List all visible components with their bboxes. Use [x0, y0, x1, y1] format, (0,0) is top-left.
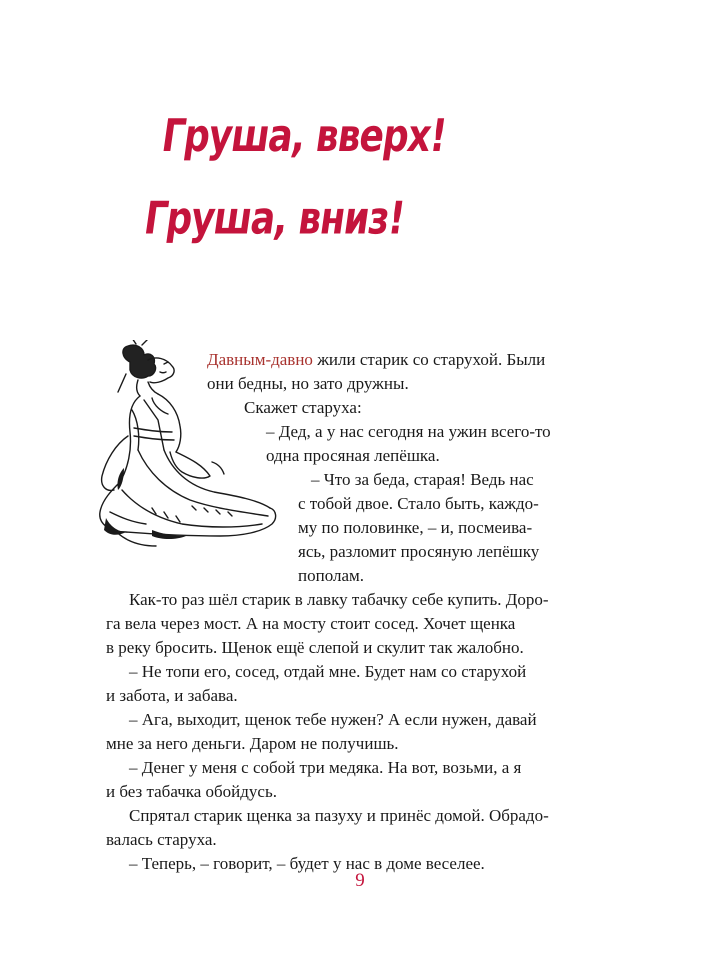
text-line: – Что за беда, старая! Ведь нас [311, 470, 534, 489]
text-line: – Денег у меня с собой три медяка. На вот, возьми, а я [129, 758, 522, 777]
text-line: – Ага, выходит, щенок тебе нужен? А если нужен, давай [129, 710, 537, 729]
text-line: га вела через мост. А на мосту стоит сосед. Хочет щенка [106, 614, 516, 633]
text-line: с тобой двое. Стало быть, каждо- [298, 494, 539, 513]
lead-words: Давным-давно [207, 350, 313, 369]
text-line: и без табачка обойдусь. [106, 782, 277, 801]
text-line: они бедны, но зато дружны. [207, 374, 409, 393]
text-line: в реку бросить. Щенок ещё слепой и скулит так жалобно. [106, 638, 524, 657]
text-line: Спрятал старик щенка за пазуху и принёс домой. Обрадо- [129, 806, 549, 825]
text-line: ясь, разломит просяную лепёшку [298, 542, 540, 561]
title-line-2: Груша, вниз! [141, 193, 408, 245]
text-line: валась старуха. [106, 830, 217, 849]
text-line: мне за него деньги. Даром не получишь. [106, 734, 399, 753]
text-line: пополам. [298, 566, 365, 585]
text-line: – Дед, а у нас сегодня на ужин всего-то [266, 422, 551, 441]
text-line: и забота, и забава. [106, 686, 238, 705]
text-line: Скажет старуха: [244, 398, 362, 417]
text-line: – Не топи его, сосед, отдай мне. Будет нам со старухой [129, 662, 527, 681]
title-line-1: Груша, вверх! [158, 111, 450, 163]
text-line: Как-то раз шёл старик в лавку табачку себе купить. Доро- [129, 590, 549, 609]
text-line: му по половинке, – и, посмеива- [298, 518, 533, 537]
page-number: 9 [355, 870, 365, 891]
text-line: – Теперь, – говорит, – будет у нас в доме веселее. [129, 854, 485, 873]
text-line: одна просяная лепёшка. [266, 446, 440, 465]
text-line: Давным-давно жили старик со старухой. Были [207, 350, 546, 369]
